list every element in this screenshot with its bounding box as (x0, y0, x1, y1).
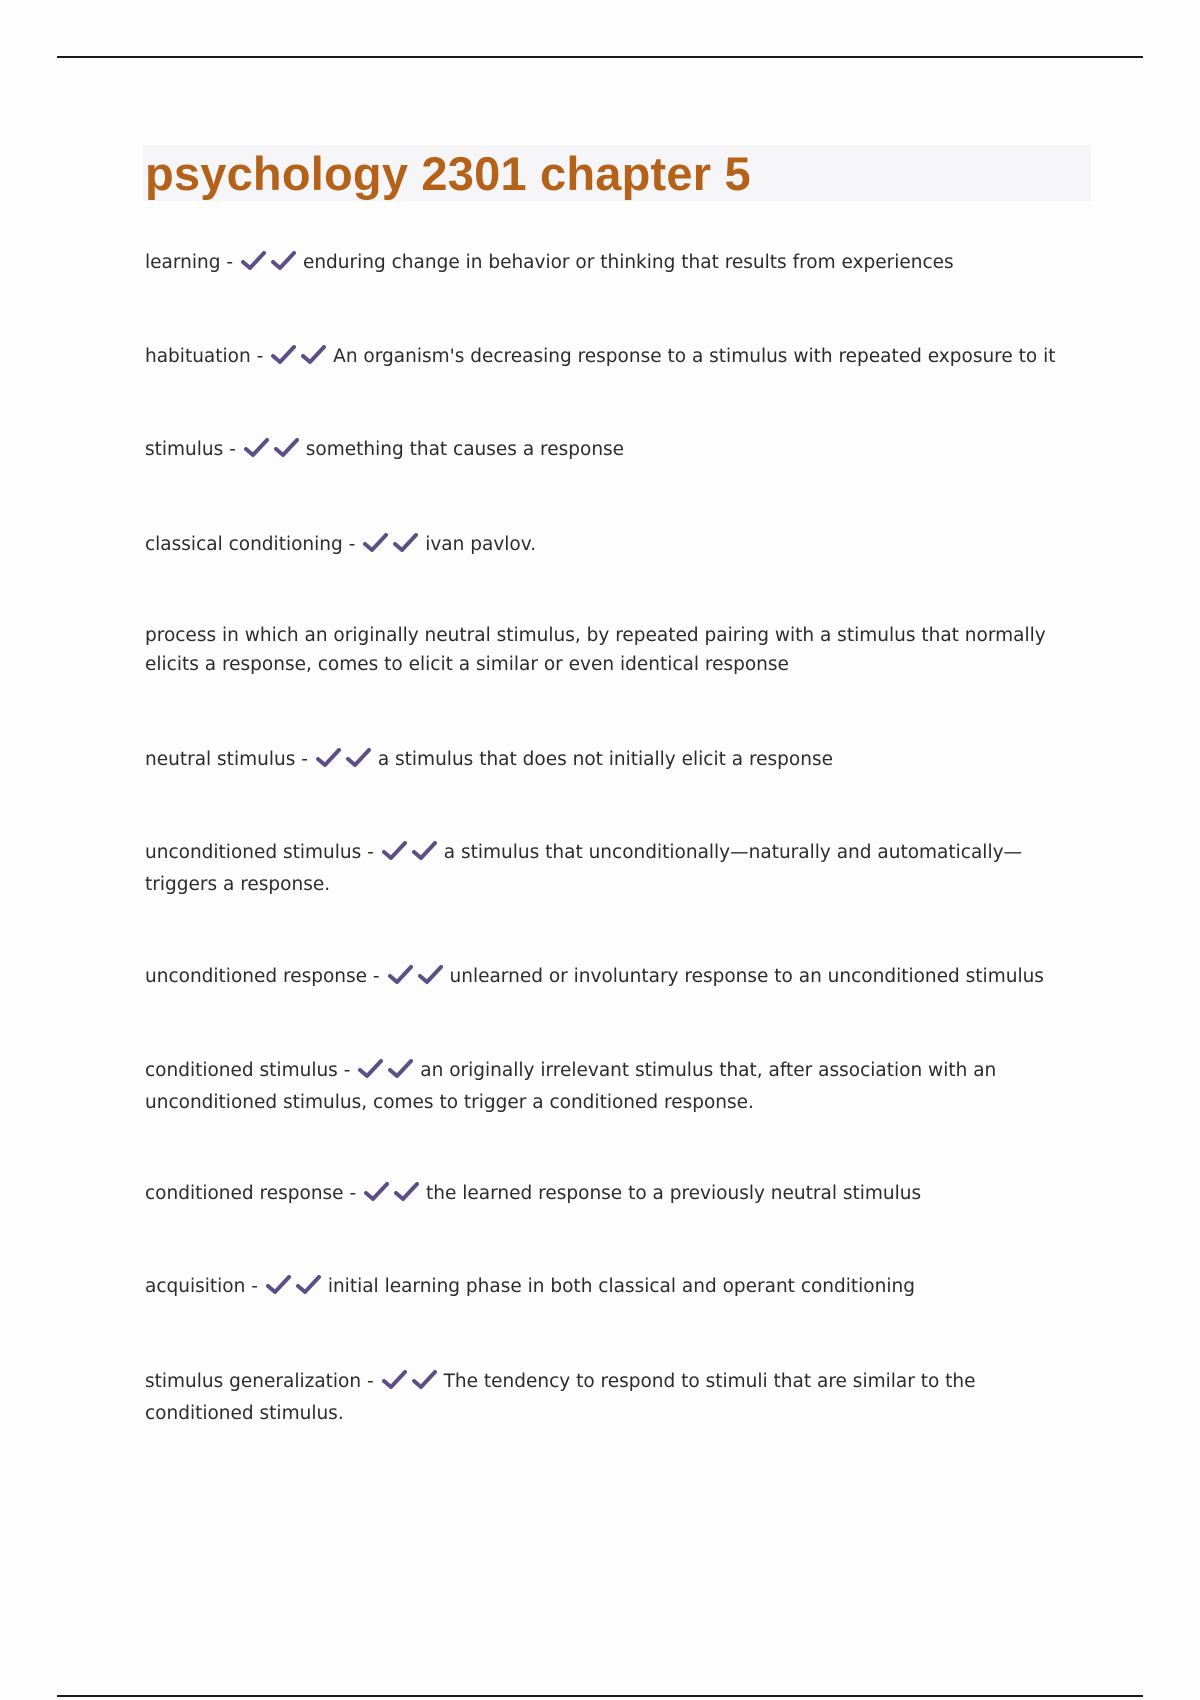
double-check-icon (244, 438, 304, 467)
double-check-icon (382, 1370, 442, 1399)
double-check-icon (241, 251, 301, 280)
checkmark-icon (364, 1182, 389, 1202)
flashcard-entry (145, 962, 1090, 994)
entry-term: stimulus (145, 439, 224, 460)
entry-separator: - (301, 749, 308, 770)
checkmark-icon (418, 965, 443, 985)
double-check-icon (358, 1059, 418, 1088)
double-check-icon (388, 965, 448, 994)
flashcard-entry (145, 621, 1090, 679)
entry-term: acquisition (145, 1276, 246, 1297)
entry-term: classical conditioning (145, 534, 343, 555)
double-check-icon (363, 533, 423, 562)
entry-definition: something that causes a response (305, 439, 625, 460)
checkmark-icon (382, 841, 407, 861)
entry-separator: - (343, 1060, 351, 1081)
flashcard-entry (145, 745, 1090, 777)
entry-definition: an originally irrelevant stimulus that, after association with an unconditioned stimulus, comes to trigger a conditioned response. (145, 1060, 997, 1113)
entry-separator: - (256, 346, 264, 367)
double-check-icon (266, 1275, 326, 1304)
entry-definition: The tendency to respond to stimuli that are similar to the conditioned stimulus. (145, 1371, 976, 1424)
flashcard-entry (145, 435, 1090, 467)
entry-separator: - (372, 966, 380, 987)
checkmark-icon (363, 533, 388, 553)
checkmark-icon (274, 438, 299, 458)
entry-term: conditioned response (145, 1183, 344, 1204)
entry-term: neutral stimulus (145, 749, 296, 770)
checkmark-icon (382, 1370, 407, 1390)
top-rule (57, 56, 1143, 58)
entry-definition: the learned response to a previously neutral stimulus (426, 1183, 922, 1204)
flashcard-entry (145, 248, 1090, 280)
entry-definition: initial learning phase in both classical and operant conditioning (327, 1276, 915, 1297)
entry-term: learning (145, 252, 221, 273)
entry-term: habituation (145, 346, 251, 367)
entry-definition: a stimulus that unconditionally—naturally and automatically—triggers a response. (145, 842, 1023, 895)
entry-definition: enduring change in behavior or thinking that results from experiences (302, 252, 954, 273)
double-check-icon (364, 1182, 424, 1211)
checkmark-icon (296, 1275, 321, 1295)
checkmark-icon (388, 965, 413, 985)
checkmark-icon (244, 438, 269, 458)
double-check-icon (271, 345, 331, 374)
checkmark-icon (301, 345, 326, 365)
entry-separator: - (348, 534, 356, 555)
flashcard-entry (145, 1272, 1090, 1304)
checkmark-icon (388, 1059, 413, 1079)
checkmark-icon (241, 251, 266, 271)
checkmark-icon (412, 841, 437, 861)
entry-separator: - (349, 1183, 357, 1204)
entry-definition: unlearned or involuntary response to an unconditioned stimulus (449, 966, 1044, 987)
entry-separator: - (367, 1371, 374, 1392)
checkmark-icon (412, 1370, 437, 1390)
checkmark-icon (271, 345, 296, 365)
flashcard-entry (145, 1056, 1090, 1117)
entry-term: unconditioned response (145, 966, 368, 987)
entry-definition: An organism's decreasing response to a stimulus with repeated exposure to it (333, 346, 1056, 367)
checkmark-icon (393, 533, 418, 553)
checkmark-icon (271, 251, 296, 271)
entry-separator: - (251, 1276, 258, 1297)
flashcard-entry (145, 1179, 1090, 1211)
entry-separator: - (367, 842, 374, 863)
double-check-icon (382, 841, 442, 870)
entry-term: conditioned stimulus (145, 1060, 338, 1081)
document-title: psychology 2301 chapter 5 (145, 147, 751, 200)
entry-definition: ivan pavlov. (425, 534, 537, 555)
entry-term: stimulus generalization (145, 1371, 362, 1392)
flashcard-entry (145, 838, 1090, 899)
flashcard-entry (145, 1367, 1090, 1428)
checkmark-icon (394, 1182, 419, 1202)
checkmark-icon (358, 1059, 383, 1079)
double-check-icon (316, 748, 376, 777)
checkmark-icon (346, 748, 371, 768)
flashcard-entry (145, 530, 1090, 562)
checkmark-icon (316, 748, 341, 768)
entry-definition: a stimulus that does not initially elicit a response (377, 749, 833, 770)
bottom-rule (57, 1695, 1143, 1697)
entry-text: process in which an originally neutral stimulus, by repeated pairing with a stimulus that normally elicits a response, comes to elicit a similar or even identical response (145, 625, 1046, 675)
entry-separator: - (229, 439, 236, 460)
checkmark-icon (266, 1275, 291, 1295)
entry-term: unconditioned stimulus (145, 842, 362, 863)
entry-separator: - (226, 252, 234, 273)
flashcard-entry (145, 342, 1090, 374)
